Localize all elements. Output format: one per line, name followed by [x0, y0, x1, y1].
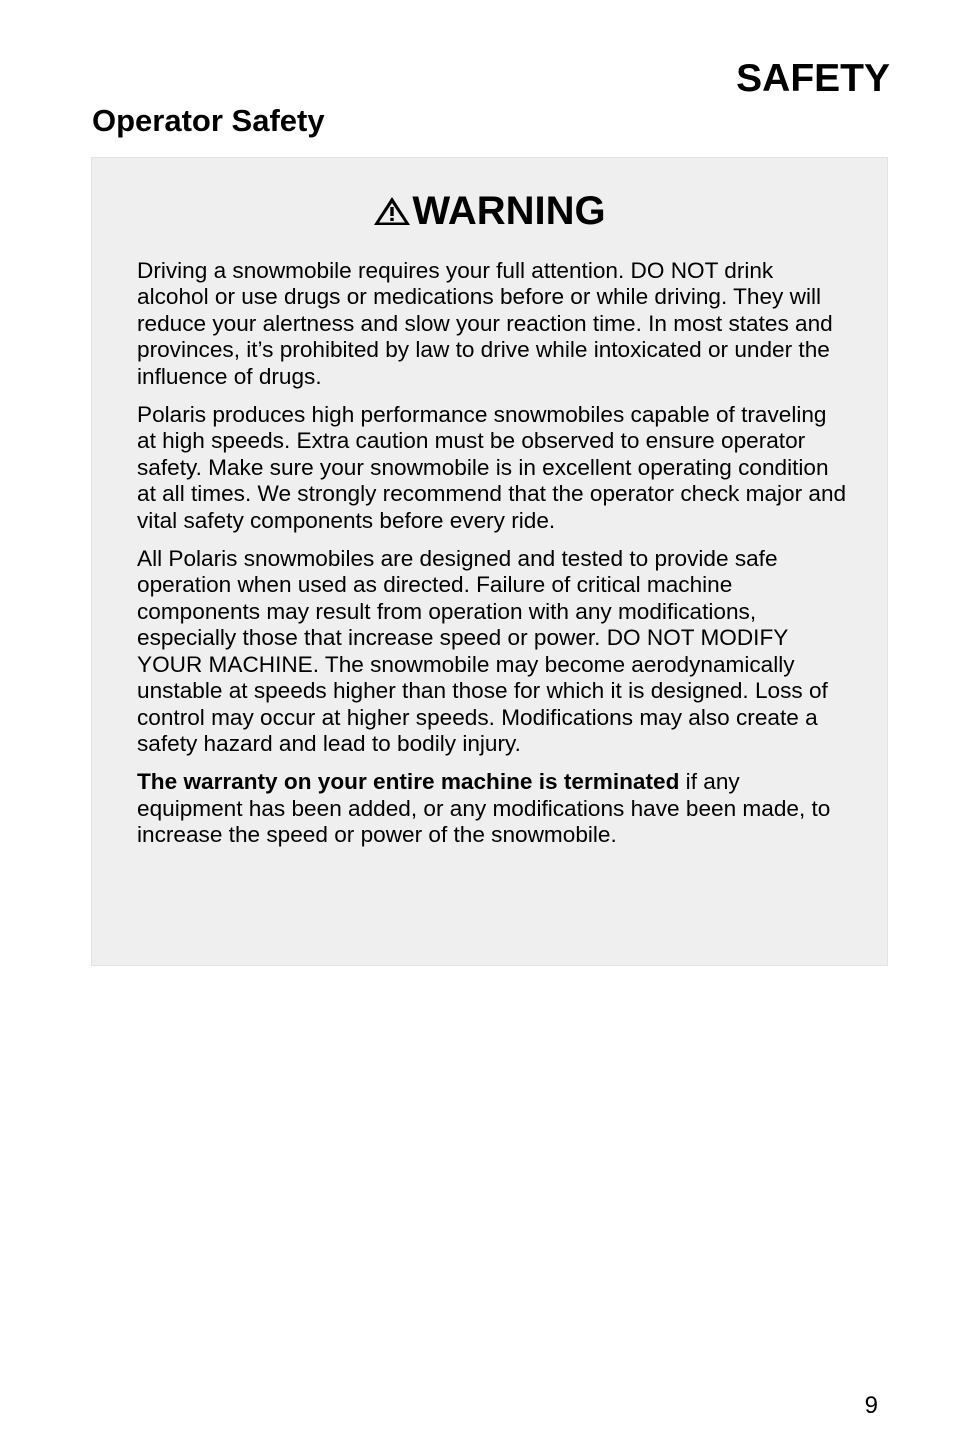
warning-triangle-icon — [373, 188, 411, 218]
section-header: SAFETY — [736, 57, 890, 100]
warning-paragraph-alcohol: Driving a snowmobile requires your full attention. DO NOT drink alcohol or use drugs or medications before or while driving. They will reduce your alertness and slow your reaction time. In most states and provinces, it’s prohibited by law to drive while intoxicated or under the influence of drugs. — [137, 258, 833, 389]
page-number: 9 — [864, 1392, 878, 1419]
warning-paragraph-warranty — [137, 769, 847, 848]
warning-heading — [92, 186, 887, 236]
warning-title: WARNING — [412, 189, 606, 233]
warning-paragraph-modifications: All Polaris snowmobiles are designed and tested to provide safe operation when used as directed. Failure of critical machine components may result from operation with any modifications, especially those that increase speed or power. DO NOT MODIFY YOUR MACHINE. The snowmobile may become aerodynamically unstable at speeds higher than those for which it is designed. Loss of control may occur at higher speeds. Modifications may also create a safety hazard and lead to bodily injury. — [137, 546, 828, 756]
warranty-text: if any equipment has been added, or any modifications have been made, to increase the speed or power of the snowmobile. — [137, 769, 831, 848]
warranty-bold-text: The warranty on your entire machine is terminated — [137, 769, 680, 795]
warning-box — [91, 157, 888, 966]
warning-body — [137, 258, 847, 861]
warning-paragraph-performance: Polaris produces high performance snowmobiles capable of traveling at high speeds. Extra caution must be observed to ensure operator safety. Make sure your snowmobile is in excellent operating condition at all times. We strongly recommend that the operator check major and vital safety components before every ride. — [137, 402, 847, 533]
subsection-title: Operator Safety — [92, 103, 325, 138]
